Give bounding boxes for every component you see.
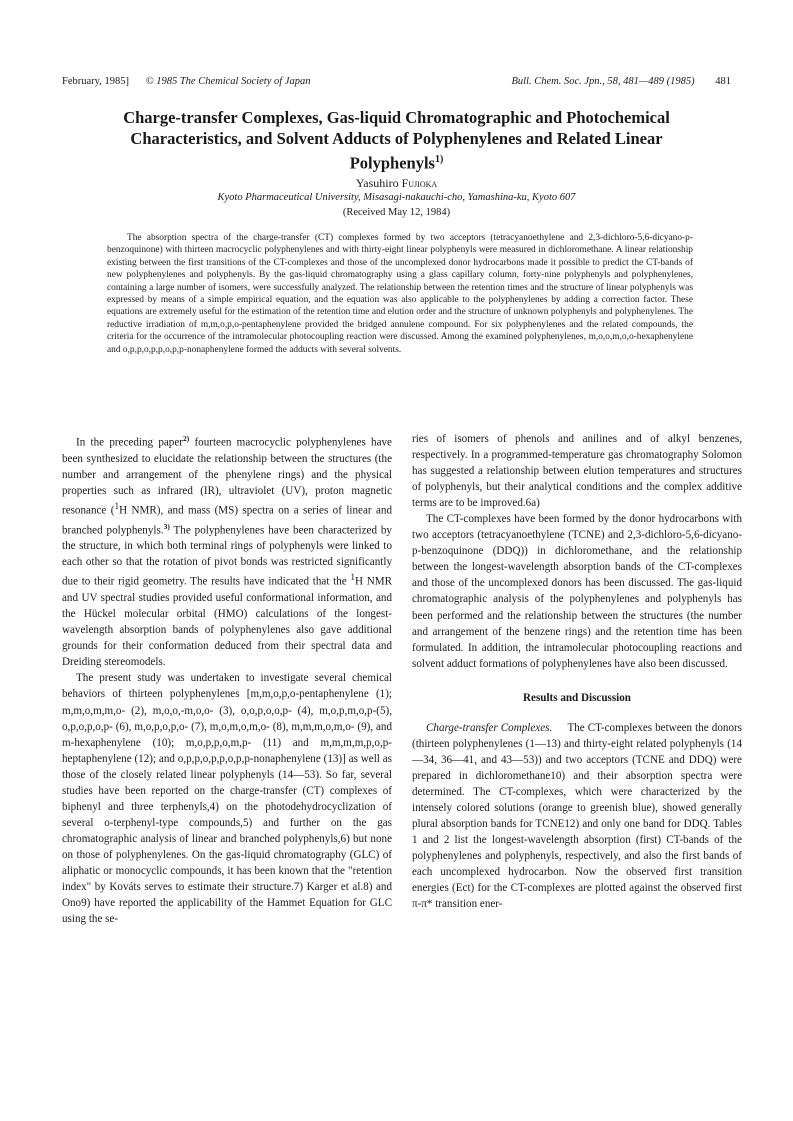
author-family-name: Fujioka: [401, 176, 438, 190]
intro-paragraph-3: The CT-complexes have been formed by the donor hydrocarbons with two acceptors (tetracyanoethylene (TCNE) and 2,3-dichloro-5,6-dicyano-p-benzoquinone (DDQ)) in dichloromethane, and the relationship between the longest-wavelength absorption bands of the CT-complexes and those of the uncomplexed donors has been discussed. The gas-liquid chromatographic analysis of the polyphenylenes and polyphenyls has been performed and the relationship between the structures (the number and arrangement of the benzene rings) and the retention time has been formulated. In addition, the intramolecular photocoupling reactions and solvent adduct formations of polyphenylenes have also been discussed.: [412, 513, 742, 670]
author-affiliation: Kyoto Pharmaceutical University, Misasagi-nakauchi-cho, Yamashina-ku, Kyoto 607: [217, 192, 576, 203]
received-date: (Received May 12, 1984): [342, 207, 451, 218]
reference-marker: 3): [163, 521, 170, 531]
isotope-superscript: 1: [350, 573, 356, 584]
article-title-text: Charge-transfer Complexes, Gas-liquid Chromatographic and Photochemical Characteristics, and Solvent Adducts of Polyphenylenes and Related Linear Polyphenyls: [123, 108, 670, 173]
run-in-heading: Charge-transfer Complexes.: [426, 721, 553, 734]
text-run: In the preceding paper: [76, 436, 183, 449]
text-run: The polyphenylenes have been characterized by the structure, in which both terminal rings of polyphenyls were linked to each other so that the rotation of pivot bonds was restricted significantly due to their rigid geometry. The results have indicated that the: [62, 524, 392, 589]
results-paragraph-1: [412, 720, 742, 913]
intro-paragraph-2: The present study was undertaken to investigate several chemical behaviors of thirteen polyphenylenes [m,m,o,p,o-pentaphenylene (1); m,m,o,m,m,o- (2), m,o,o,-m,o,o- (3), o,o,p,o,o,p- (4), m,o,p,m,o,p-(5), o,p,o,p,o,p- (6), m,o,p,o,p,o- (7), m,o,m,o,m,o- (8), m,m,m,o,m,o- (9), and m-hexaphenylene (10); m,o,p,p,o,m,p- (11) and m,m,m,m,p,o,p-heptaphenylene (12); and o,p,p,o,p,p,o,p,p-nonaphenylene (13)] as well as those of the closely related linear polyphenyls (14—53). So far, several studies have been reported on the charge-transfer (CT) complexes of biphenyl and three terphenyls,4) on the photodehydrocyclization of several o-terphenyl-type compounds,5) and further on the gas chromatographic analysis of linear and branched polyphenyls,6) but none on those of polyphenylenes. On the gas-liquid chromatography (GLC) of aliphatic or monocyclic compounds, it has been known that the "retention index" by Kováts serves to estimate their structure.7) Karger et al.8) and Ono9) have reported the applicability of the Hammet Equation for GLC using the se-: [62, 672, 392, 926]
abstract: [107, 232, 693, 356]
text-run: H NMR and UV spectral studies provided useful conformational information, and the Hückel molecular orbital (HMO) calculations of the longest-wavelength absorption bands of polyphenylenes also gave additional grounds for their conformation deduced from their spectral data and Dreiding stereomodels.: [62, 576, 393, 669]
author-given-name: Yasuhiro: [355, 176, 402, 190]
intro-paragraph-continued: ries of isomers of phenols and anilines and of alkyl benzenes, respectively. In a programmed-temperature gas chromatography Solomon has suggested a relationship between elution temperatures and structures of polyphenyls, but their analytical conditions and the complex additive terms are to be improved.6a): [412, 433, 742, 510]
left-column: [62, 431, 392, 927]
author-name: [0, 176, 793, 191]
right-column: [412, 431, 742, 912]
isotope-superscript: 1: [114, 501, 120, 512]
running-header: [62, 74, 731, 90]
abstract-text: The absorption spectra of the charge-transfer (CT) complexes formed by two acceptors (tetracyanoethylene and 2,3-dichloro-5,6-dicyano-p-benzoquinone) with thirteen macrocyclic polyphenylenes and with thirty-eight linear polyphenyls were measured in dichloromethane. A linear relationship existing between the first transitions of the CT-complexes and those of the uncomplexed donor hydrocarbons made it possible to predict the CT-bands of new polyphenylenes and polyphenyls. By the gas-liquid chromatography using a glass capillary column, forty-nine polyphenyls and polyphenylenes, containing a large number of isomers, were successfully analyzed. The relationship between the retention times and the structure of linear polyphenyls was expressed by means of a simple empirical equation, and the equation was also applicable to the polyphenylenes by adding a correction factor. These equations are extremely useful for the estimation of the retention time and elution order and the structure of unknown polyphenyls and polyphenylenes. The reductive irradiation of m,m,o,p,o-pentaphenylene provided the bridged annulene compound. For six polyphenylenes and the related compounds, the criteria for the occurrence of the intramolecular photocoupling reaction were discussed. Among the examined polyphenylenes, m,o,o,m,o,o-hexaphenylene and o,p,p,o,p,p,o,p,p-nonaphenylene formed the adducts with several solvents.: [107, 233, 693, 355]
reference-marker: 2): [182, 434, 190, 443]
page-number: 481: [715, 76, 731, 87]
text-run: fourteen macrocyclic polyphenylenes have been synthesized to elucidate the relationship between the structures (the number and arrangement of the phenylene rings) and the physical properties such as infrared (IR), ultraviolet (UV), proton magnetic resonance (: [62, 436, 392, 517]
article-title: [100, 107, 693, 174]
title-footnote-marker: 1): [434, 154, 444, 165]
header-left: [62, 74, 310, 90]
issue-date: February, 1985]: [62, 76, 129, 87]
section-heading: Results and Discussion: [523, 691, 631, 704]
journal-citation: Bull. Chem. Soc. Jpn., 58, 481—489 (1985): [511, 76, 695, 87]
text-run: The CT-complexes between the donors (thirteen polyphenylenes (1—13) and thirty-eight related polyphenyls (14—34, 36—41, and 43—53)) and two acceptors (TCNE and DDQ) were prepared in dichloromethane10) and their absorption spectra were determined. The CT-complexes, which were characterized by the intensely colored solutions (orange to greenish blue), showed generally plural absorption bands for TCNE12) and only one band for DDQ. Tables 1 and 2 list the longest-wavelength absorption (first) CT-bands of the polyphenylenes and polyphenyls, respectively, and also the first bands of each uncomplexed hydrocarbon. Now the observed first transition energies (Ect) for the CT-complexes are plotted against the observed first π-π* transition ener-: [412, 721, 743, 911]
copyright-notice: © 1985 The Chemical Society of Japan: [145, 76, 311, 87]
header-right: [511, 74, 731, 90]
intro-paragraph-1: [62, 431, 392, 670]
text-run: H NMR), and mass (MS) spectra on a series of linear and branched polyphenyls.: [62, 504, 392, 537]
